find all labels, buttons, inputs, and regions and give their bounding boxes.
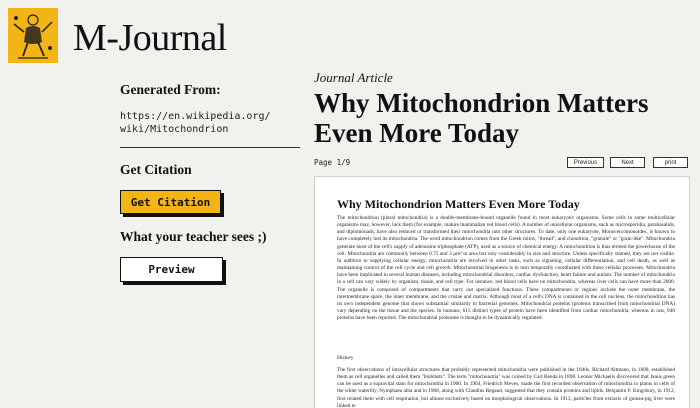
previous-page-button[interactable]: Previous xyxy=(567,157,604,168)
document-preview[interactable] xyxy=(314,176,690,408)
generated-from-label: Generated From: xyxy=(120,82,221,97)
source-url-line-1: https://en.wikipedia.org/ xyxy=(120,111,271,122)
document-title: Why Mitochondrion Matters Even More Today xyxy=(337,197,580,211)
engraved-figure-logo[interactable] xyxy=(8,8,58,63)
document-paragraph: The mitochondrion (plural mitochondria) is a double-membrane-bound organelle found in most eukaryotic organisms. Some cells in some multicellular organisms may, however, lack them (for example, mature mammalian red blood cells). A number of unicellular organisms, such as microsporidia, parabasalids, and diplomonads, have also reduced or transformed their mitochondria into other structures. To date, only one eukaryote, Monocercomonoides, is known to have completely lost its mitochondria. The word mitochondrion comes from the Greek mitos, "thread", and chondrion, "granule" or "grain-like". Mitochondria generate most of the cell's supply of adenosine triphosphate (ATP), used as a source of chemical energy. A mitochondrion is thus termed the powerhouse of the cell. Mitochondria are commonly between 0.75 and 3 μm² in area but vary considerably in size and structure. Unless specifically stained, they are not visible. In addition to supplying cellular energy, mitochondria are involved in other tasks, such as signaling, cellular differentiation, and cell death, as well as maintaining control of the cell cycle and cell growth. Mitochondrial biogenesis is in turn temporally coordinated with these cellular processes. Mitochondria have been implicated in several human diseases, including mitochondrial disorders, cardiac dysfunction, heart failure and autism. The number of mitochondria in a cell can vary widely by organism, tissue, and cell type. For instance, red blood cells have no mitochondria, whereas liver cells can have more than 2000. The organelle is composed of compartments that carry out specialized functions. These compartments or regions include the outer membrane, the intermembrane space, the inner membrane, and the cristae and matrix. Although most of a cell's DNA is contained in the cell nucleus, the mitochondrion has its own independent genome that shows substantial similarity to bacterial genomes. Mitochondrial proteins (proteins transcribed from mitochondrial DNA) vary depending on the tissue and the species. In humans, 615 distinct types of protein have been identified from cardiac mitochondria, whereas in rats, 940 proteins have been reported. The mitochondrial proteome is thought to be dynamically regulated. xyxy=(337,215,675,322)
preview-button[interactable]: Preview xyxy=(120,257,223,282)
teacher-view-label: What your teacher sees ;) xyxy=(120,229,267,244)
source-url-line-2: wiki/Mitochondrion xyxy=(120,124,229,135)
brand-name: M-Journal xyxy=(73,17,227,59)
print-button[interactable]: print xyxy=(653,157,688,168)
sidebar-divider xyxy=(120,147,300,148)
get-citation-button[interactable]: Get Citation xyxy=(120,190,221,214)
get-citation-label: Get Citation xyxy=(120,162,192,177)
next-page-button[interactable]: Next xyxy=(610,157,645,168)
document-paragraph: The first observations of intracellular structures that probably represented mitochondria were published in the 1840s. Richard Altmann, in 1890, established them as cell organelles and called them "bioblasts". The term "mitochondria" was coined by Carl Benda in 1898. Leonor Michaelis discovered that Janus green can be used as a supravital stain for mitochondria in 1900. In 1904, Friedrich Meves, made the first recorded observation of mitochondria in plants in cells of the white waterlily, Nymphaea alba and in 1908, along with Claudius Regaud, suggested that they contain proteins and lipids. Benjamin F. Kingsbury, in 1912, first related them with cell respiration, but almost exclusively based on morphological observations. In 1913, particles from extracts of guinea-pig liver were linked to xyxy=(337,367,675,408)
document-section-heading: History xyxy=(337,355,354,361)
article-kicker: Journal Article xyxy=(314,70,393,85)
page-title: Why Mitochondrion Matters Even More Today xyxy=(314,88,649,148)
page-indicator: Page 1/9 xyxy=(314,158,351,167)
source-url[interactable] xyxy=(120,110,271,136)
